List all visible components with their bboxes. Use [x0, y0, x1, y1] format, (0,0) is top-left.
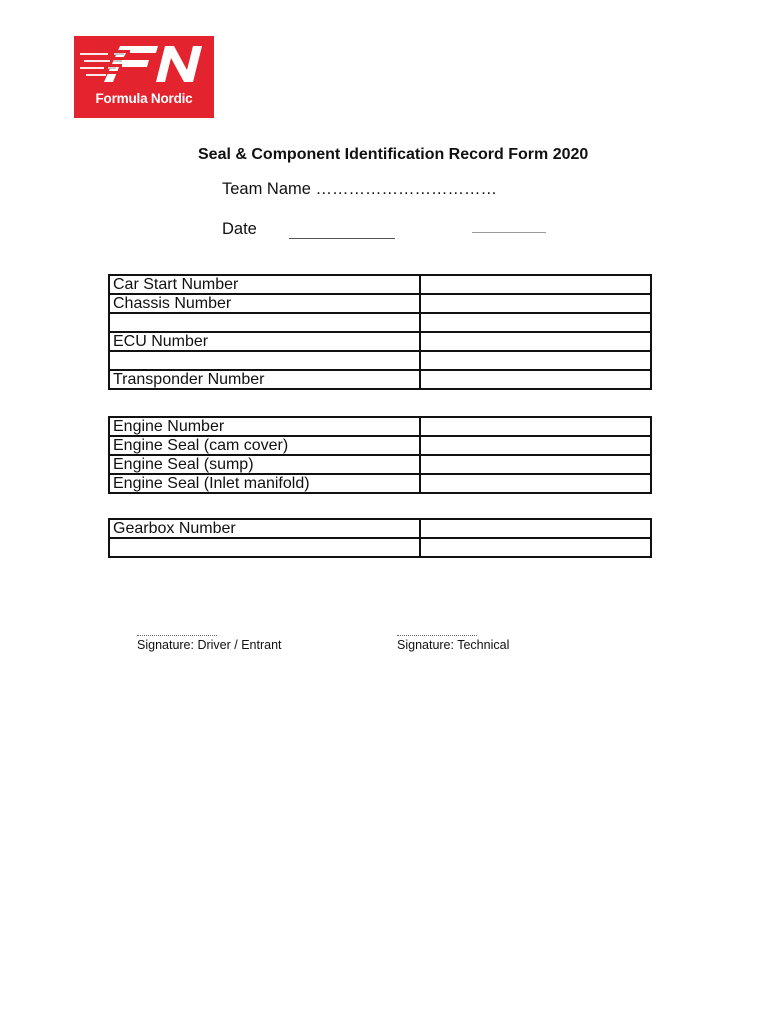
value-cell[interactable] [420, 332, 651, 351]
value-cell[interactable] [420, 275, 651, 294]
date-label: Date [222, 220, 257, 238]
date-field-secondary[interactable] [472, 232, 546, 233]
row-label [109, 538, 420, 557]
table-row [109, 351, 651, 370]
row-label: Engine Number [109, 417, 420, 436]
row-label: Engine Seal (cam cover) [109, 436, 420, 455]
value-cell[interactable] [420, 351, 651, 370]
car-info-table [108, 274, 652, 390]
table-row [109, 332, 651, 351]
value-cell[interactable] [420, 474, 651, 493]
value-cell[interactable] [420, 538, 651, 557]
table-row [109, 417, 651, 436]
value-cell[interactable] [420, 455, 651, 474]
table-row [109, 436, 651, 455]
value-cell[interactable] [420, 294, 651, 313]
row-label: Engine Seal (sump) [109, 455, 420, 474]
table-row [109, 474, 651, 493]
gearbox-table [108, 518, 652, 558]
row-label [109, 313, 420, 332]
table-row [109, 519, 651, 538]
value-cell[interactable] [420, 370, 651, 389]
driver-signature-block [137, 627, 282, 652]
technical-signature-block [397, 627, 509, 652]
driver-signature-line[interactable] [137, 627, 217, 636]
value-cell[interactable] [420, 313, 651, 332]
row-label: Engine Seal (Inlet manifold) [109, 474, 420, 493]
table-row [109, 313, 651, 332]
row-label [109, 351, 420, 370]
table-row [109, 275, 651, 294]
driver-signature-label: Signature: Driver / Entrant [137, 638, 282, 652]
table-row [109, 538, 651, 557]
engine-table [108, 416, 652, 494]
technical-signature-line[interactable] [397, 627, 477, 636]
date-field[interactable] [289, 238, 395, 239]
row-label: Car Start Number [109, 275, 420, 294]
row-label: ECU Number [109, 332, 420, 351]
value-cell[interactable] [420, 436, 651, 455]
form-title: Seal & Component Identification Record Form 2020 [198, 146, 589, 163]
row-label: Transponder Number [109, 370, 420, 389]
technical-signature-label: Signature: Technical [397, 638, 510, 652]
table-row [109, 370, 651, 389]
formula-nordic-logo [74, 36, 214, 118]
value-cell[interactable] [420, 519, 651, 538]
row-label: Gearbox Number [109, 519, 420, 538]
value-cell[interactable] [420, 417, 651, 436]
logo-text: Formula Nordic [95, 91, 193, 106]
team-name-field[interactable]: Team Name …………………………… [222, 180, 498, 198]
row-label: Chassis Number [109, 294, 420, 313]
table-row [109, 455, 651, 474]
table-row [109, 294, 651, 313]
